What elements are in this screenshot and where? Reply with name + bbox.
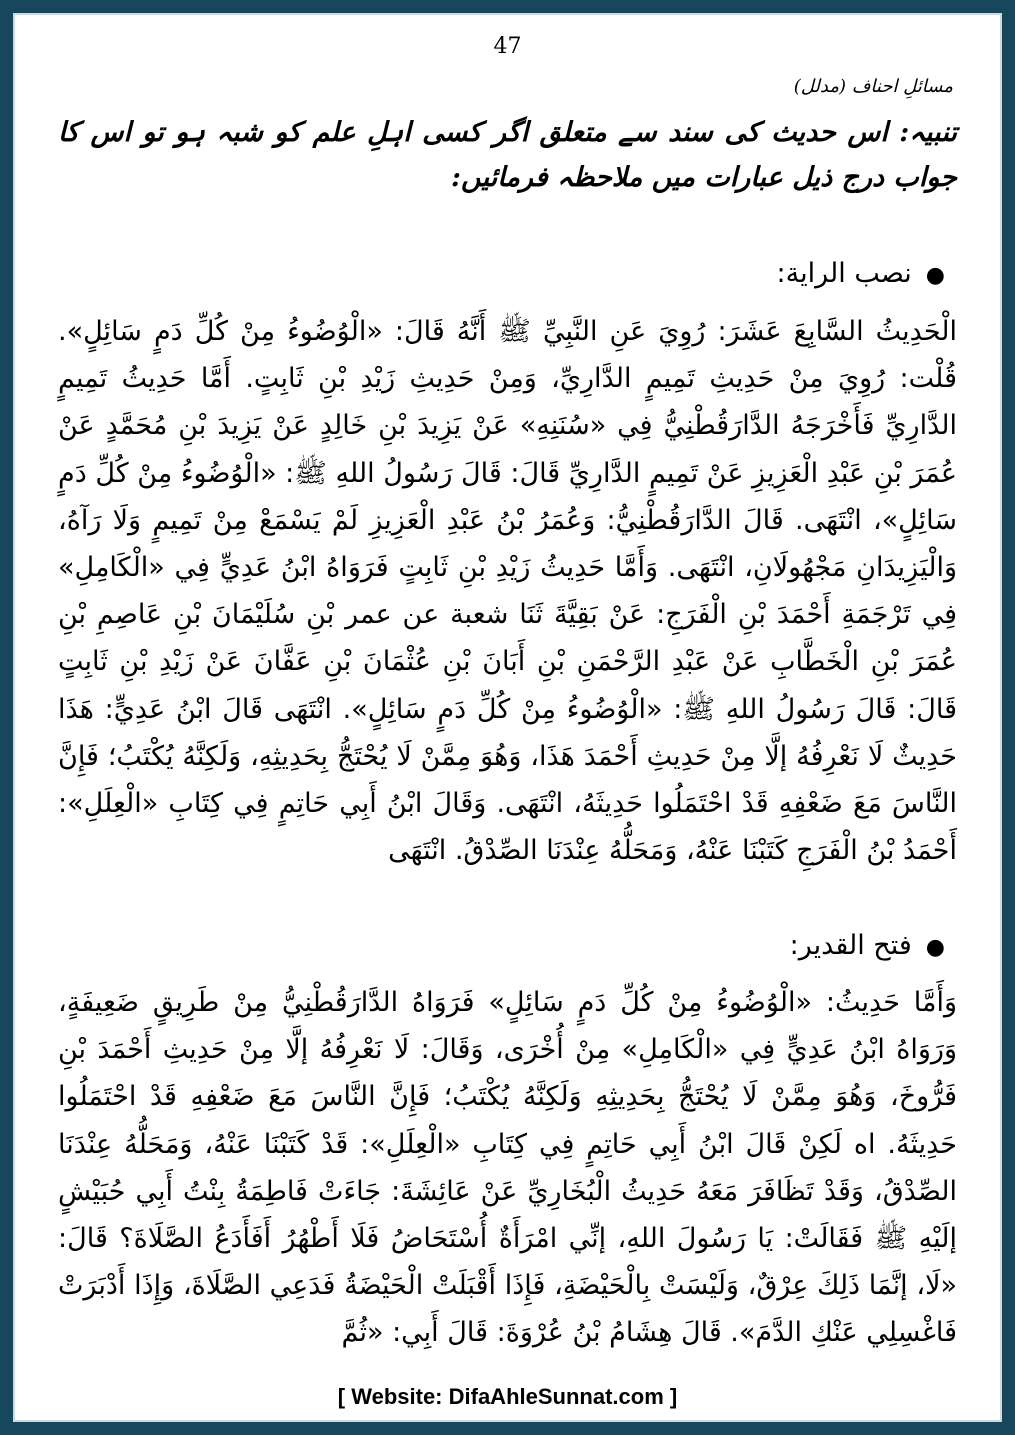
running-header: مسائلِ احناف (مدلل) <box>793 76 953 97</box>
page-number: 47 <box>493 34 522 59</box>
note-paragraph <box>58 110 957 200</box>
bullet-icon: ● <box>925 935 945 960</box>
section-body-nasb-al-raya: الْحَدِيثُ السَّابِعَ عَشَرَ: رُوِيَ عَنِ النَّبِيِّ ﷺ أَنَّهُ قَالَ: «الْوُضُوءُ مِنْ كُلِّ دَمٍ سَائِلٍ». قُلْت: رُوِيَ مِنْ حَدِيثِ تَمِيمٍ الدَّارِيِّ، وَمِنْ حَدِيثِ زَيْدِ بْنِ ثَابِتٍ. أَمَّا حَدِيثُ تَمِيمٍ الدَّارِيِّ فَأَخْرَجَهُ الدَّارَقُطْنِيُّ فِي «سُنَنِهِ» عَنْ يَزِيدَ بْنِ خَالِدٍ عَنْ يَزِيدَ بْنِ مُحَمَّدٍ عَنْ عُمَرَ بْنِ عَبْدِ الْعَزِيزِ عَنْ تَمِيمٍ الدَّارِيِّ قَالَ: قَالَ رَسُولُ اللهِ ﷺ: «الْوُضُوءُ مِنْ كُلِّ دَمٍ سَائِلٍ»، انْتَهَى. قَالَ الدَّارَقُطْنِيُّ: وَعُمَرُ بْنُ عَبْدِ الْعَزِيزِ لَمْ يَسْمَعْ مِنْ تَمِيمٍ وَلَا رَآهُ، وَالْيَزِيدَانِ مَجْهُولَانِ، انْتَهَى. وَأَمَّا حَدِيثُ زَيْدِ بْنِ ثَابِتٍ فَرَوَاهُ ابْنُ عَدِيٍّ فِي «الْكَامِلِ» فِي تَرْجَمَةِ أَحْمَدَ بْنِ الْفَرَجِ: عَنْ بَقِيَّةَ ثَنَا شعبة عن عمر بْنِ سُلَيْمَانَ بْنِ عَاصِمِ بْنِ عُمَرَ بْنِ الْخَطَّابِ عَنْ عَبْدِ الرَّحْمَنِ بْنِ أَبَانَ بْنِ عُثْمَانَ بْنِ عَفَّانَ عَنْ زَيْدِ بْنِ ثَابِتٍ قَالَ: قَالَ رَسُولُ اللهِ ﷺ: «الْوُضُوءُ مِنْ كُلِّ دَمٍ سَائِلٍ». انْتَهَى قَالَ ابْنُ عَدِيٍّ: هَذَا حَدِيثٌ لَا نَعْرِفُهُ إلَّا مِنْ حَدِيثِ أَحْمَدَ هَذَا، وَهُوَ مِمَّنْ لَا يُحْتَجُّ بِحَدِيثِهِ، وَلَكِنَّهُ يُكْتَبُ؛ فَإِنَّ النَّاسَ مَعَ ضَعْفِهِ قَدْ احْتَمَلُوا حَدِيثَهُ، انْتَهَى. وَقَالَ ابْنُ أَبِي حَاتِمٍ فِي كِتَابِ «الْعِلَلِ»: أَحْمَدُ بْنُ الْفَرَجِ كَتَبْنَا عَنْهُ، وَمَحَلُّهُ عِنْدَنَا الصِّدْقُ. انْتَهَى <box>58 316 957 867</box>
section-heading-fath-al-qadir <box>790 930 945 961</box>
note-text: اس حدیث کی سند سے متعلق اگر کسی اہلِ علم کو شبہ ہو تو اس کا جواب درج ذیل عبارات میں ملاحظہ فرمائیں: <box>58 117 957 193</box>
section-heading-text: فتح القدير: <box>789 930 912 961</box>
section-body-fath-al-qadir: وَأَمَّا حَدِيثُ: «الْوُضُوءُ مِنْ كُلِّ دَمٍ سَائِلٍ» فَرَوَاهُ الدَّارَقُطْنِيُّ مِنْ طَرِيقٍ ضَعِيفَةٍ، وَرَوَاهُ ابْنُ عَدِيٍّ فِي «الْكَامِلِ» مِنْ أُخْرَى، وَقَالَ: لَا نَعْرِفُهُ إلَّا مِنْ حَدِيثِ أَحْمَدَ بْنِ فَرُّوخَ، وَهُوَ مِمَّنْ لَا يُحْتَجُّ بِحَدِيثِهِ وَلَكِنَّهُ يُكْتَبُ؛ فَإِنَّ النَّاسَ مَعَ ضَعْفِهِ قَدْ احْتَمَلُوا حَدِيثَهُ. اه لَكِنْ قَالَ ابْنُ أَبِي حَاتِمٍ فِي كِتَابِ «الْعِلَلِ»: قَدْ كَتَبْنَا عَنْهُ، وَمَحَلُّهُ عِنْدَنَا الصِّدْقُ، وَقَدْ تَظَافَرَ مَعَهُ حَدِيثُ الْبُخَارِيِّ عَنْ عَائِشَةَ: جَاءَتْ فَاطِمَةُ بِنْتُ أَبِي حُبَيْشٍ إلَيْهِ ﷺ فَقَالَتْ: يَا رَسُولَ اللهِ، إنِّي امْرَأَةٌ أُسْتَحَاضُ فَلَا أَطْهُرُ أَفَأَدَعُ الصَّلَاةَ؟ قَالَ: «لَا، إنَّمَا ذَلِكَ عِرْقٌ، وَلَيْسَتْ بِالْحَيْضَةِ، فَإِذَا أَقْبَلَتْ الْحَيْضَةُ فَدَعِي الصَّلَاةَ، وَإِذَا أَدْبَرَتْ فَاغْسِلِي عَنْكِ الدَّمَ». قَالَ هِشَامُ بْنُ عُرْوَةَ: قَالَ أَبِي: «ثُمَّ <box>58 987 957 1349</box>
section-heading-text: نصب الراية: <box>776 258 912 289</box>
section-heading-nasb-al-raya <box>777 258 945 289</box>
website-footer: [ Website: DifaAhleSunnat.com ] <box>337 1384 678 1409</box>
bullet-icon: ● <box>925 263 945 288</box>
note-label: تنبیہ: <box>899 117 957 148</box>
